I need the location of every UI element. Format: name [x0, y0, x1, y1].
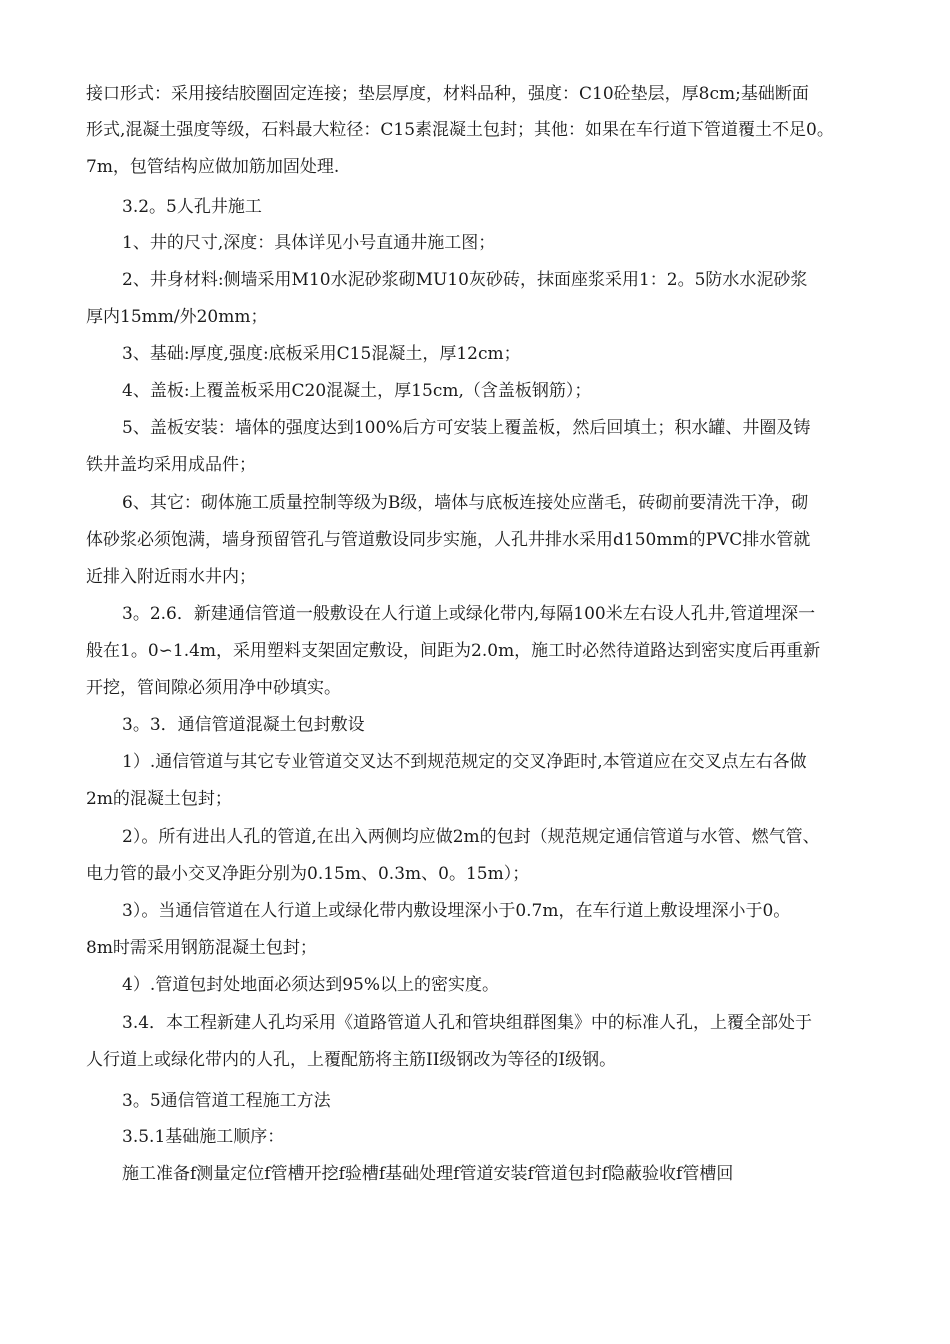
body-text-line: 电力管的最小交叉净距分别为0.15m、0.3m、0。15m）；	[86, 864, 530, 884]
body-text-line: 般在1。0∽1.4m，采用塑料支架固定敷设，间距为2.0m，施工时必然待道路达到密实度后再重新	[86, 641, 821, 661]
section-heading: 3。5通信管道工程施工方法	[122, 1091, 331, 1111]
body-text-line: 铁井盖均采用成品件；	[86, 455, 256, 475]
body-text-line: 4、盖板:上覆盖板采用C20混凝土，厚15cm,（含盖板钢筋）；	[122, 381, 592, 401]
body-text-line: 8m时需采用钢筋混凝土包封；	[86, 938, 317, 958]
body-text-line: 3、基础:厚度,强度:底板采用C15混凝土，厚12cm；	[122, 344, 521, 364]
body-text-line: 2）。所有进出人孔的管道,在出入两侧均应做2m的包封（规范规定通信管道与水管、燃气管、	[122, 827, 820, 847]
body-text-line: 5、盖板安装：墙体的强度达到100%后方可安装上覆盖板，然后回填土；积水罐、井圈及铸	[122, 418, 811, 438]
body-text-line: 近排入附近雨水井内；	[86, 567, 256, 587]
body-text-line: 接口形式：采用接结胶圈固定连接；垫层厚度，材料品种，强度：C10砼垫层，厚8cm;基础断面	[86, 84, 809, 104]
body-text-line: 形式,混凝土强度等级，石料最大粒径：C15素混凝土包封；其他：如果在车行道下管道覆土不足0。	[86, 120, 834, 140]
body-text-line: 施工准备f测量定位f管槽开挖f验槽f基础处理f管道安装f管道包封f隐蔽验收f管槽回	[122, 1164, 734, 1184]
body-text-line: 6、其它：砌体施工质量控制等级为B级，墙体与底板连接处应凿毛，砖砌前要清洗干净，砌	[122, 493, 809, 513]
body-text-line: 1）.通信管道与其它专业管道交叉达不到规范规定的交叉净距时,本管道应在交叉点左右各做	[122, 752, 807, 772]
body-text-line: 2、井身材料:侧墙采用M10水泥砂浆砌MU10灰砂砖，抹面座浆采用1：2。5防水水泥砂浆	[122, 270, 808, 290]
body-text-line: 3。2.6．新建通信管道一般敷设在人行道上或绿化带内,每隔100米左右设人孔井,管道埋深一	[122, 604, 816, 624]
subsection-heading: 3.5.1基础施工顺序：	[122, 1127, 285, 1147]
section-heading: 3。3．通信管道混凝土包封敷设	[122, 715, 365, 735]
body-text-line: 开挖，管间隙必须用净中砂填实。	[86, 678, 341, 698]
body-text-line: 7m，包管结构应做加筋加固处理.	[86, 157, 340, 177]
section-heading: 3.2。5人孔井施工	[122, 197, 262, 217]
body-text-line: 体砂浆必须饱满，墙身预留管孔与管道敷设同步实施，人孔井排水采用d150mm的PVC排水管就	[86, 530, 811, 550]
body-text-line: 3）。当通信管道在人行道上或绿化带内敷设埋深小于0.7m，在车行道上敷设埋深小于0。	[122, 901, 791, 921]
body-text-line: 厚内15mm/外20mm；	[86, 307, 268, 327]
body-text-line: 4）.管道包封处地面必须达到95%以上的密实度。	[122, 975, 500, 995]
body-text-line: 1、井的尺寸,深度：具体详见小号直通井施工图；	[122, 233, 496, 253]
body-text-line: 2m的混凝土包封；	[86, 789, 232, 809]
body-text-line: 人行道上或绿化带内的人孔，上覆配筋将主筋II级钢改为等径的I级钢。	[86, 1050, 617, 1070]
body-text-line: 3.4．本工程新建人孔均采用《道路管道人孔和管块组群图集》中的标准人孔，上覆全部处于	[122, 1013, 813, 1033]
